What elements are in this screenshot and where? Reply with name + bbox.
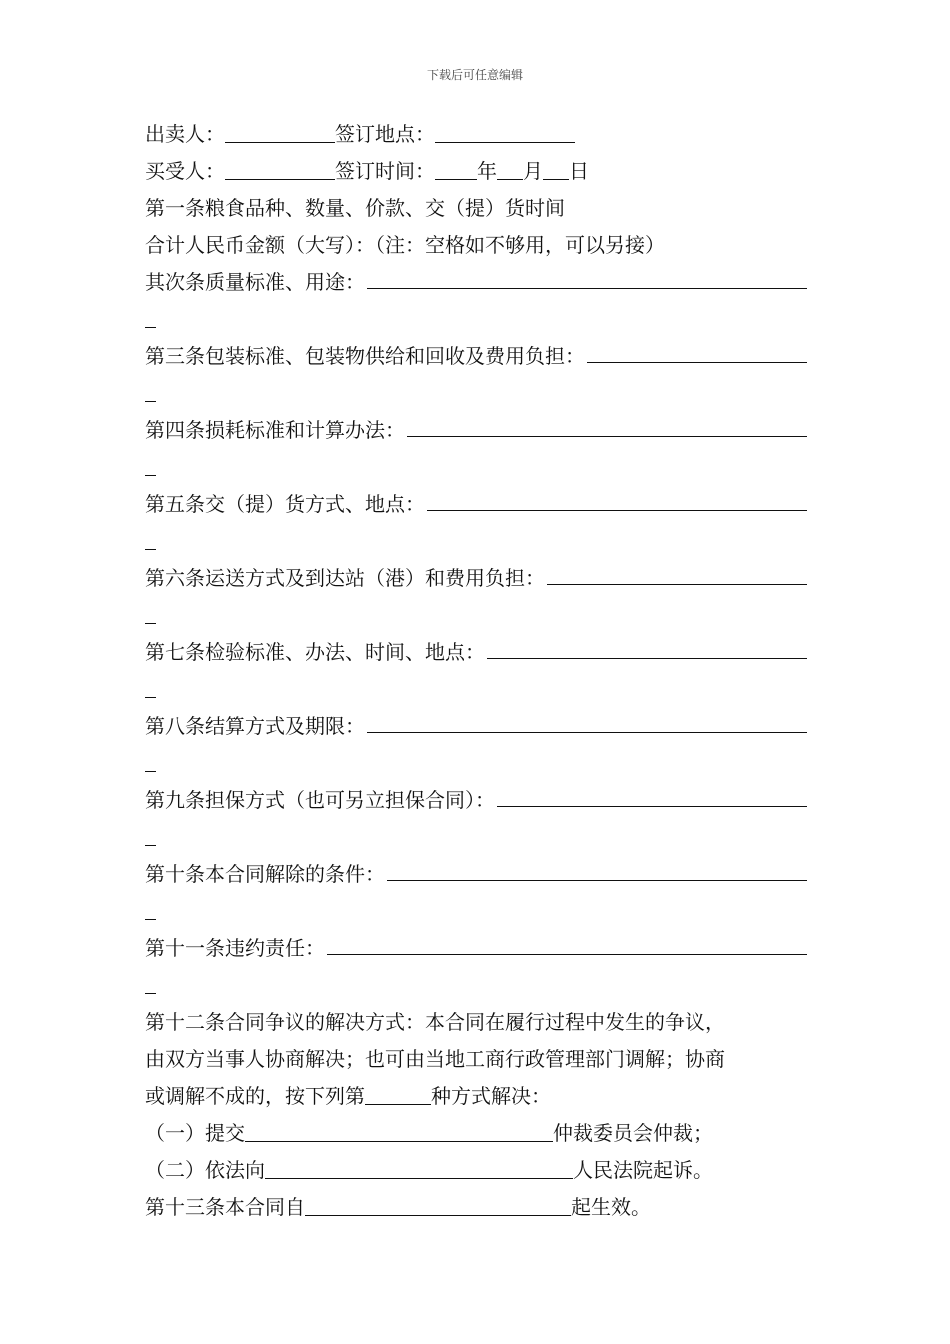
arbitration-committee-blank[interactable] xyxy=(245,1117,553,1142)
buyer-blank[interactable] xyxy=(225,155,335,180)
article-6-label: 第六条运送方式及到达站（港）和费用负担： xyxy=(145,566,545,590)
buyer-line xyxy=(145,153,807,190)
article-8-continuation xyxy=(145,745,807,782)
article-2-label: 其次条质量标准、用途： xyxy=(145,270,365,294)
article-12-line-3-suffix: 种方式解决： xyxy=(431,1084,551,1108)
year-label: 年 xyxy=(477,159,497,183)
option-1-line xyxy=(145,1115,807,1152)
article-12-line-1: 第十二条合同争议的解决方式：本合同在履行过程中发生的争议， xyxy=(145,1010,725,1034)
option-1-suffix: 仲裁委员会仲裁； xyxy=(553,1121,713,1145)
article-5-label: 第五条交（提）货方式、地点： xyxy=(145,492,425,516)
option-2-line xyxy=(145,1152,807,1189)
article-9-continuation xyxy=(145,819,807,856)
option-2-prefix: （二）依法向 xyxy=(145,1158,265,1182)
article-9-blank[interactable] xyxy=(497,782,807,807)
article-10-continuation xyxy=(145,893,807,930)
sign-place-blank[interactable] xyxy=(435,118,575,143)
article-4-blank[interactable] xyxy=(407,412,807,437)
article-7-tail-blank xyxy=(145,675,156,698)
article-3-tail-blank xyxy=(145,379,156,402)
article-12-line-3-prefix: 或调解不成的，按下列第 xyxy=(145,1084,365,1108)
buyer-label: 买受人： xyxy=(145,159,225,183)
article-6-blank[interactable] xyxy=(547,560,807,585)
day-blank[interactable] xyxy=(543,155,569,180)
article-10 xyxy=(145,856,807,893)
article-8 xyxy=(145,708,807,745)
article-6-continuation xyxy=(145,597,807,634)
article-9 xyxy=(145,782,807,819)
contract-body xyxy=(145,116,807,1226)
article-5 xyxy=(145,486,807,523)
article-2-blank[interactable] xyxy=(367,264,807,289)
seller-label: 出卖人： xyxy=(145,122,225,146)
article-8-tail-blank xyxy=(145,749,156,772)
article-4-label: 第四条损耗标准和计算办法： xyxy=(145,418,405,442)
seller-line xyxy=(145,116,807,153)
court-blank[interactable] xyxy=(265,1154,573,1179)
option-1-prefix: （一）提交 xyxy=(145,1121,245,1145)
article-11-blank[interactable] xyxy=(327,930,807,955)
article-2-continuation xyxy=(145,301,807,338)
article-11 xyxy=(145,930,807,967)
article-6-tail-blank xyxy=(145,601,156,624)
article-5-tail-blank xyxy=(145,527,156,550)
article-2 xyxy=(145,264,807,301)
option-2-suffix: 人民法院起诉。 xyxy=(573,1158,713,1182)
article-11-continuation xyxy=(145,967,807,1004)
article-11-label: 第十一条违约责任： xyxy=(145,936,325,960)
sign-time-label: 签订时间： xyxy=(335,159,435,183)
sign-place-label: 签订地点： xyxy=(335,122,435,146)
article-3-continuation xyxy=(145,375,807,412)
article-8-label: 第八条结算方式及期限： xyxy=(145,714,365,738)
article-9-tail-blank xyxy=(145,823,156,846)
article-3-blank[interactable] xyxy=(587,338,807,363)
article-4-continuation xyxy=(145,449,807,486)
month-blank[interactable] xyxy=(497,155,523,180)
article-10-blank[interactable] xyxy=(387,856,807,881)
article-13 xyxy=(145,1189,807,1226)
article-11-tail-blank xyxy=(145,971,156,994)
article-7 xyxy=(145,634,807,671)
article-7-continuation xyxy=(145,671,807,708)
effective-date-blank[interactable] xyxy=(305,1191,571,1216)
page-header-note: 下载后可任意编辑 xyxy=(426,68,523,82)
article-2-tail-blank xyxy=(145,305,156,328)
article-3-label: 第三条包装标准、包装物供给和回收及费用负担： xyxy=(145,344,585,368)
article-13-suffix: 起生效。 xyxy=(571,1195,651,1219)
dispute-option-blank[interactable] xyxy=(365,1080,431,1105)
article-4-tail-blank xyxy=(145,453,156,476)
article-7-label: 第七条检验标准、办法、时间、地点： xyxy=(145,640,485,664)
month-label: 月 xyxy=(523,159,543,183)
seller-blank[interactable] xyxy=(225,118,335,143)
article-6 xyxy=(145,560,807,597)
article-4 xyxy=(145,412,807,449)
year-blank[interactable] xyxy=(435,155,477,180)
article-10-label: 第十条本合同解除的条件： xyxy=(145,862,385,886)
article-1: 第一条粮食品种、数量、价款、交（提）货时间 xyxy=(145,196,565,220)
article-3 xyxy=(145,338,807,375)
article-13-prefix: 第十三条本合同自 xyxy=(145,1195,305,1219)
article-9-label: 第九条担保方式（也可另立担保合同）： xyxy=(145,788,495,812)
article-8-blank[interactable] xyxy=(367,708,807,733)
article-10-tail-blank xyxy=(145,897,156,920)
article-5-continuation xyxy=(145,523,807,560)
article-12-line-2: 由双方当事人协商解决；也可由当地工商行政管理部门调解；协商 xyxy=(145,1047,725,1071)
article-12-line-3 xyxy=(145,1078,807,1115)
article-5-blank[interactable] xyxy=(427,486,807,511)
day-label: 日 xyxy=(569,159,589,183)
article-7-blank[interactable] xyxy=(487,634,807,659)
total-amount-line: 合计人民币金额（大写）：（注：空格如不够用，可以另接） xyxy=(145,233,665,257)
